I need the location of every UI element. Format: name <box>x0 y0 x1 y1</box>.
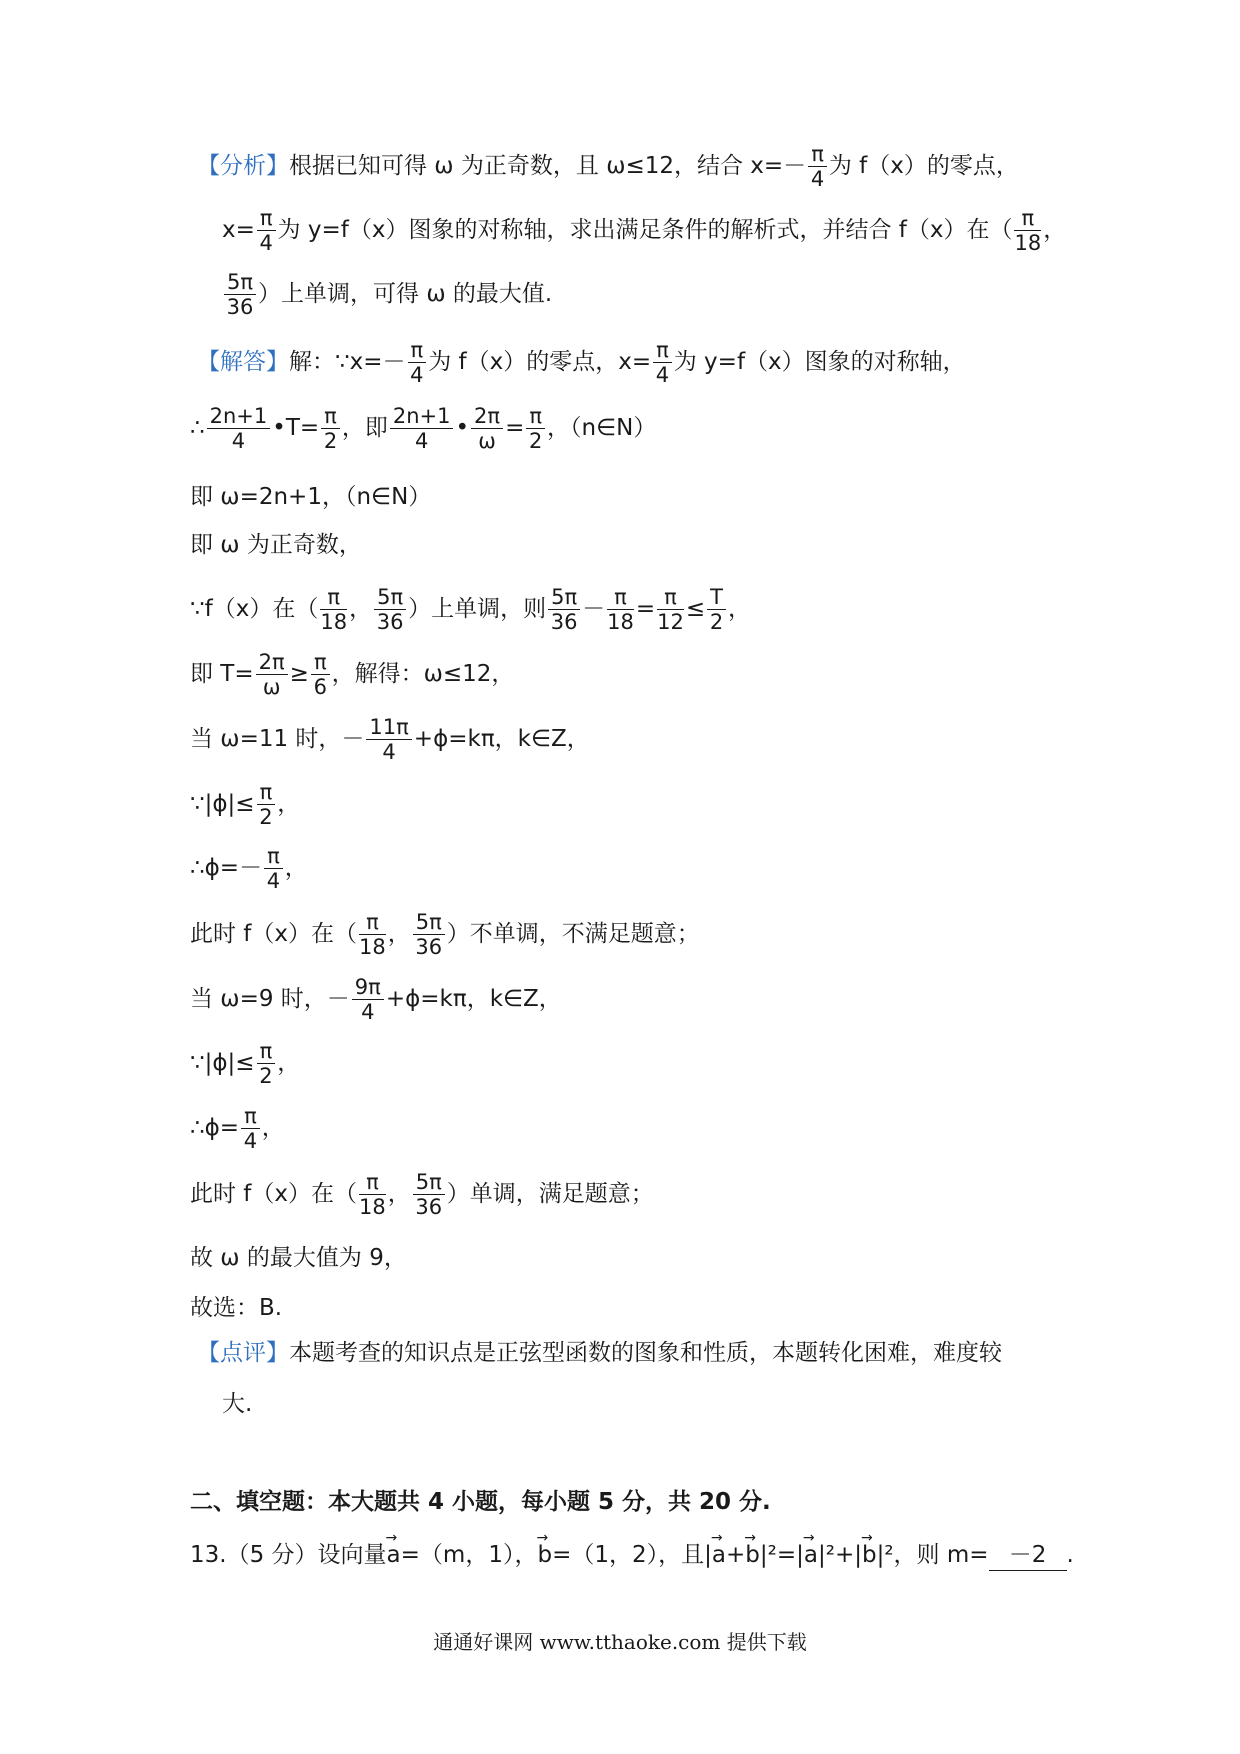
text: +ϕ=kπ，k∈Z， <box>385 986 562 1012</box>
numerator: π <box>1014 206 1041 231</box>
answer-line-16: 故选：B. <box>190 1295 283 1321</box>
numerator: π <box>257 206 276 231</box>
fraction <box>207 404 271 453</box>
answer-line-12 <box>190 1039 300 1088</box>
numerator: T <box>707 585 726 610</box>
numerator: 5π <box>548 585 580 610</box>
analysis-line-3 <box>222 270 552 319</box>
denominator: 4 <box>243 1129 258 1153</box>
fraction <box>352 975 384 1024</box>
denominator: 4 <box>259 231 273 255</box>
vector-b: → b <box>537 1540 552 1570</box>
text: = <box>505 415 525 441</box>
denominator: 18 <box>359 935 386 959</box>
answer-line-10 <box>190 910 700 959</box>
numerator: 5π <box>224 270 256 295</box>
text: － <box>582 596 606 622</box>
text: ∴ϕ= <box>190 1115 240 1141</box>
text: 当 ω=11 时，－ <box>190 726 365 752</box>
answer-line-5 <box>190 585 751 634</box>
text: ）上单调，可得 ω 的最大值. <box>258 281 553 307</box>
denominator: 4 <box>361 1000 375 1024</box>
denominator: 4 <box>266 869 281 893</box>
comment-line-2: 大. <box>222 1391 253 1417</box>
answer-line-3: 即 ω=2n+1，（n∈N） <box>190 484 432 510</box>
denominator: 36 <box>550 610 578 634</box>
denominator: 2 <box>259 1064 273 1088</box>
text: 为 f（x）的零点，x= <box>428 349 652 375</box>
fraction <box>607 585 634 634</box>
denominator: 2 <box>528 429 543 453</box>
numerator: π <box>311 650 330 675</box>
text: ，即 <box>341 415 388 441</box>
denominator: ω <box>478 429 496 453</box>
numerator: π <box>321 404 340 429</box>
fraction <box>321 404 340 453</box>
analysis-line-1 <box>197 142 1019 191</box>
denominator: 36 <box>415 935 443 959</box>
fraction <box>264 844 283 893</box>
text: . <box>1066 1542 1074 1568</box>
numerator: π <box>264 844 283 869</box>
fraction <box>653 338 672 387</box>
vector-a: → a <box>712 1540 726 1570</box>
denominator: 4 <box>655 363 670 387</box>
text: ∵|ϕ|≤ <box>190 791 255 817</box>
fraction <box>257 1039 276 1088</box>
answer-line-7 <box>190 715 590 764</box>
text: 13.（5 分）设向量 <box>190 1542 387 1568</box>
text: ∴ϕ=－ <box>190 855 263 881</box>
numerator: π <box>607 585 634 610</box>
analysis-line-2 <box>222 206 1066 255</box>
comment-tag: 【点评】 <box>197 1340 289 1366</box>
denominator: 12 <box>657 610 684 634</box>
vector-b: → b <box>862 1540 877 1570</box>
vector-b: → b <box>745 1540 760 1570</box>
answer-line-9 <box>190 844 308 893</box>
numerator: 5π <box>374 585 406 610</box>
numerator: π <box>257 780 276 805</box>
answer-tag: 【解答】 <box>197 349 289 375</box>
text: ， <box>261 1115 285 1141</box>
denominator: 4 <box>382 740 396 764</box>
fraction <box>526 404 545 453</box>
numerator: π <box>526 404 545 429</box>
fraction <box>256 650 288 699</box>
comment-line-1 <box>197 1338 1002 1368</box>
text: = <box>635 596 656 622</box>
answer-line-1 <box>197 338 966 387</box>
denominator: 6 <box>313 675 327 699</box>
text: ， <box>387 921 411 947</box>
fraction <box>359 1170 386 1219</box>
numerator: 2n+1 <box>207 404 271 429</box>
vector-a: → a <box>804 1540 818 1570</box>
text: ， <box>1043 217 1067 243</box>
text: ∵|ϕ|≤ <box>190 1050 255 1076</box>
answer-line-4: 即 ω 为正奇数， <box>190 532 362 558</box>
text: + <box>725 1542 746 1568</box>
fraction <box>548 585 580 634</box>
numerator: 2π <box>256 650 288 675</box>
numerator: 2π <box>471 404 503 429</box>
numerator: π <box>241 1104 260 1129</box>
text: 为 y=f（x）图象的对称轴， <box>673 349 966 375</box>
numerator: π <box>657 585 684 610</box>
text: =（1，2），且| <box>552 1542 712 1568</box>
fraction <box>311 650 330 699</box>
answer-line-14 <box>190 1170 654 1219</box>
fraction <box>657 585 684 634</box>
denominator: 36 <box>415 1195 443 1219</box>
answer-line-15: 故 ω 的最大值为 9， <box>190 1245 407 1271</box>
text: ， <box>284 855 308 881</box>
fraction <box>224 270 256 319</box>
numerator: π <box>653 338 672 363</box>
text: 为 f（x）的零点， <box>828 153 1019 179</box>
denominator: 18 <box>1014 231 1042 255</box>
section-title: 二、填空题：本大题共 4 小题，每小题 5 分，共 20 分. <box>190 1489 771 1515</box>
text: ， <box>277 1050 301 1076</box>
numerator: π <box>320 585 347 610</box>
footer: 通通好课网 www.tthaoke.com 提供下载 <box>433 1630 807 1654</box>
text: ∵f（x）在（ <box>190 596 319 622</box>
fraction <box>241 1104 260 1153</box>
text: •T= <box>272 415 320 441</box>
answer-line-13 <box>190 1104 285 1153</box>
numerator: π <box>359 910 386 935</box>
text: |²，则 m= <box>876 1542 989 1568</box>
denominator: 18 <box>607 610 634 634</box>
text: 根据已知可得 ω 为正奇数，且 ω≤12，结合 x=－ <box>289 153 807 179</box>
answer-line-11 <box>190 975 562 1024</box>
numerator: 5π <box>413 910 445 935</box>
denominator: ω <box>262 675 281 699</box>
answer-line-6 <box>190 650 514 699</box>
fraction <box>413 910 445 959</box>
text: ， <box>277 791 301 817</box>
fraction <box>257 206 276 255</box>
text: ， <box>387 1181 411 1207</box>
denominator: 4 <box>414 429 429 453</box>
denominator: 18 <box>359 1195 386 1219</box>
analysis-tag: 【分析】 <box>197 153 289 179</box>
denominator: 4 <box>231 429 246 453</box>
fraction <box>808 142 827 191</box>
denominator: 2 <box>323 429 338 453</box>
fraction <box>257 780 276 829</box>
answer-line-2 <box>190 404 656 453</box>
denominator: 2 <box>259 805 273 829</box>
text: ， <box>727 596 751 622</box>
numerator: 5π <box>413 1170 445 1195</box>
text: ， <box>349 596 373 622</box>
denominator: 4 <box>410 363 424 387</box>
numerator: 11π <box>366 715 411 740</box>
fraction <box>320 585 347 634</box>
numerator: π <box>359 1170 386 1195</box>
denominator: 36 <box>376 610 404 634</box>
denominator: 2 <box>709 610 724 634</box>
fraction <box>1014 206 1041 255</box>
text: 解：∵x=－ <box>289 349 406 375</box>
text: |²+| <box>817 1542 862 1568</box>
text: 即 T= <box>190 661 254 687</box>
fraction <box>359 910 386 959</box>
text: • <box>455 415 470 441</box>
fraction <box>366 715 411 764</box>
text: ，解得：ω≤12， <box>331 661 515 687</box>
text: 此时 f（x）在（ <box>190 921 358 947</box>
fraction <box>471 404 503 453</box>
text: ）单调，满足题意； <box>446 1181 654 1207</box>
text: ）上单调，则 <box>408 596 547 622</box>
text: 此时 f（x）在（ <box>190 1181 358 1207</box>
numerator: π <box>808 142 827 167</box>
text: 当 ω=9 时，－ <box>190 986 350 1012</box>
fraction <box>408 338 427 387</box>
text: |²=| <box>759 1542 804 1568</box>
text: +ϕ=kπ，k∈Z， <box>413 726 590 752</box>
fraction <box>374 585 406 634</box>
fraction <box>707 585 726 634</box>
numerator: 2n+1 <box>390 404 454 429</box>
text: 本题考查的知识点是正弦型函数的图象和性质，本题转化困难，难度较 <box>289 1340 1002 1366</box>
fraction <box>390 404 454 453</box>
text: 为 y=f（x）图象的对称轴，求出满足条件的解析式，并结合 f（x）在（ <box>277 217 1013 243</box>
text: ∴ <box>190 415 205 441</box>
text: ≤ <box>685 596 706 622</box>
numerator: π <box>257 1039 276 1064</box>
fraction <box>413 1170 445 1219</box>
answer-blank: －2 <box>989 1540 1067 1571</box>
denominator: 18 <box>320 610 348 634</box>
text: ≥ <box>289 661 309 687</box>
answer-line-8 <box>190 780 300 829</box>
denominator: 4 <box>810 167 825 191</box>
text: ，（n∈N） <box>547 415 657 441</box>
text: ）不单调，不满足题意； <box>446 921 700 947</box>
numerator: 9π <box>352 975 384 1000</box>
text: =（m，1）， <box>400 1542 538 1568</box>
vector-a: → a <box>387 1540 401 1570</box>
text: x= <box>222 217 255 243</box>
denominator: 36 <box>226 295 254 319</box>
numerator: π <box>408 338 427 363</box>
question-13 <box>190 1540 1074 1571</box>
